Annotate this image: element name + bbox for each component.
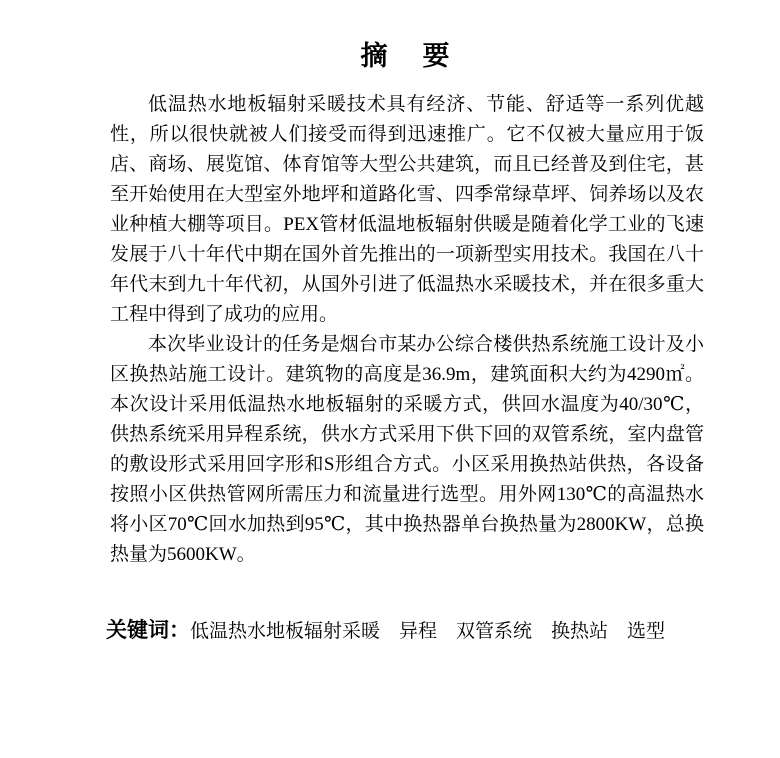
abstract-paragraph-1: 低温热水地板辐射采暖技术具有经济、节能、舒适等一系列优越性，所以很快就被人们接受而得到迅速推广。它不仅被大量应用于饭店、商场、展览馆、体育馆等大型公共建筑，而且已经普及到住宅，甚至开始使用在大型室外地坪和道路化雪、四季常绿草坪、饲养场以及农业种植大棚等项目。PEX管材低温地板辐射供暖是随着化学工业的飞速发展于八十年代中期在国外首先推出的一项新型实用技术。我国在八十年代末到九十年代初，从国外引进了低温热水采暖技术，并在很多重大工程中得到了成功的应用。 xyxy=(110,94,704,325)
keywords-line xyxy=(106,615,720,647)
keywords-text: 低温热水地板辐射采暖 异程 双管系统 换热站 选型 xyxy=(190,621,666,642)
abstract-body xyxy=(0,90,780,570)
page-title: 摘 要 xyxy=(360,41,454,71)
abstract-paragraph-2: 本次毕业设计的任务是烟台市某办公综合楼供热系统施工设计及小区换热站施工设计。建筑物的高度是36.9m，建筑面积大约为4290㎡。本次设计采用低温热水地板辐射的采暖方式，供回水温度为40/30℃，供热系统采用异程系统，供水方式采用下供下回的双管系统，室内盘管的敷设形式采用回字形和S形组合方式。小区采用换热站供热，各设备按照小区供热管网所需压力和流量进行选型。用外网130℃的高温热水将小区70℃回水加热到95℃，其中换热器单台换热量为2800KW，总换热量为5600KW。 xyxy=(110,334,704,565)
keywords-label: 关键词： xyxy=(106,618,190,642)
